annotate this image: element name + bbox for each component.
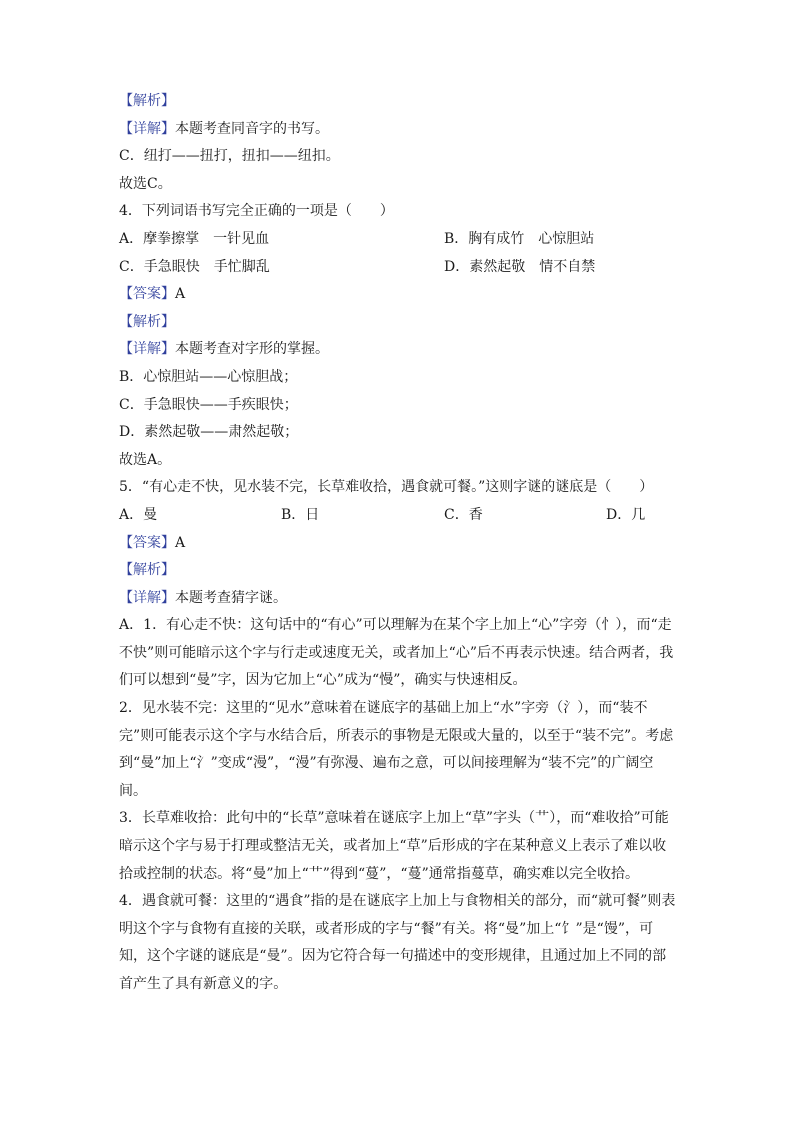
options-row (119, 226, 679, 254)
analysis-tag: 【解析】 (119, 313, 175, 330)
option-d: D．素然起敬 情不自禁 (444, 258, 596, 275)
analysis-heading (119, 309, 679, 337)
option-c: C．香 (444, 506, 483, 523)
detail-text: 本题考查对字形的掌握。 (175, 341, 329, 358)
conclusion-line: 故选A。 (119, 451, 172, 468)
detail-line (119, 336, 679, 364)
answer-value: A (175, 286, 186, 303)
correction-line: C．纽打——扭打，扭扣——纽扣。 (119, 148, 340, 165)
explanation-paragraph: 2．见水装不完：这里的“见水”意味着在谜底字的基础上加上“水”字旁（氵），而“装不完”则可能表示这个字与水结合后，所表示的事物是无限或大量的，以至于“装不完”。考虑到“曼”加上“氵”变成“漫”，“漫”有弥漫、遍布之意，可以间接理解为“装不完”的广阔空间。 (119, 700, 674, 799)
detail-tag: 【详解】 (119, 589, 175, 606)
detail-line (119, 116, 679, 144)
analysis-heading (119, 557, 679, 585)
options-row (119, 502, 679, 530)
detail-tag: 【详解】 (119, 120, 175, 137)
explanation-paragraph: A．1．有心走不快：这句话中的“有心”可以理解为在某个字上加上“心”字旁（忄），而“走不快”则可能暗示这个字与行走或速度无关，或者加上“心”后不再表示快速。结合两者，我们可以想到“曼”字，因为它加上“心”成为“慢”，确实与快速相反。 (119, 617, 674, 689)
question-stem: 5．“有心走不快，见水装不完，长草难收拾，遇食就可餐。”这则字谜的谜底是（ ） (119, 479, 654, 496)
conclusion-line: 故选C。 (119, 175, 172, 192)
option-d: D．几 (606, 506, 646, 523)
document-page (119, 88, 679, 999)
detail-text: 本题考查同音字的书写。 (175, 120, 329, 137)
analysis-heading (119, 88, 679, 116)
correction-line: C．手急眼快——手疾眼快； (119, 396, 298, 413)
answer-tag: 【答案】 (119, 286, 175, 303)
option-b: B．胸有成竹 心惊胆站 (444, 230, 595, 247)
option-a: A．摩拳擦掌 一针见血 (119, 230, 270, 247)
options-row (119, 254, 679, 282)
explanation-paragraph: 4．遇食就可餐：这里的“遇食”指的是在谜底字上加上与食物相关的部分，而“就可餐”则表明这个字与食物有直接的关联，或者形成的字与“餐”有关。将“曼”加上“饣”是“馒”，可知，这个字谜的谜底是“曼”。因为它符合每一句描述中的变形规律，且通过加上不同的部首产生了具有新意义的字。 (119, 893, 676, 992)
answer-value: A (175, 534, 186, 551)
option-b: B．日 (281, 506, 320, 523)
question-stem: 4．下列词语书写完全正确的一项是（ ） (119, 203, 394, 220)
explanation-paragraph: 3．长草难收拾：此句中的“长草”意味着在谜底字上加上“草”字头（艹），而“难收拾”可能暗示这个字与易于打理或整洁无关，或者加上“草”后形成的字在某种意义上表示了难以收拾或控制的状态。将“曼”加上“艹”得到“蔓”，“蔓”通常指蔓草，确实难以完全收拾。 (119, 810, 669, 882)
answer-line (119, 530, 679, 558)
answer-line (119, 281, 679, 309)
analysis-tag: 【解析】 (119, 93, 175, 109)
detail-tag: 【详解】 (119, 341, 175, 358)
correction-line: B．心惊胆站——心惊胆战； (119, 368, 298, 385)
detail-text: 本题考查猜字谜。 (175, 589, 287, 606)
option-a: A．曼 (119, 506, 158, 523)
analysis-tag: 【解析】 (119, 562, 175, 579)
correction-line: D．素然起敬——肃然起敬； (119, 424, 299, 441)
detail-line (119, 585, 679, 613)
option-c: C．手急眼快 手忙脚乱 (119, 258, 270, 275)
answer-tag: 【答案】 (119, 534, 175, 551)
